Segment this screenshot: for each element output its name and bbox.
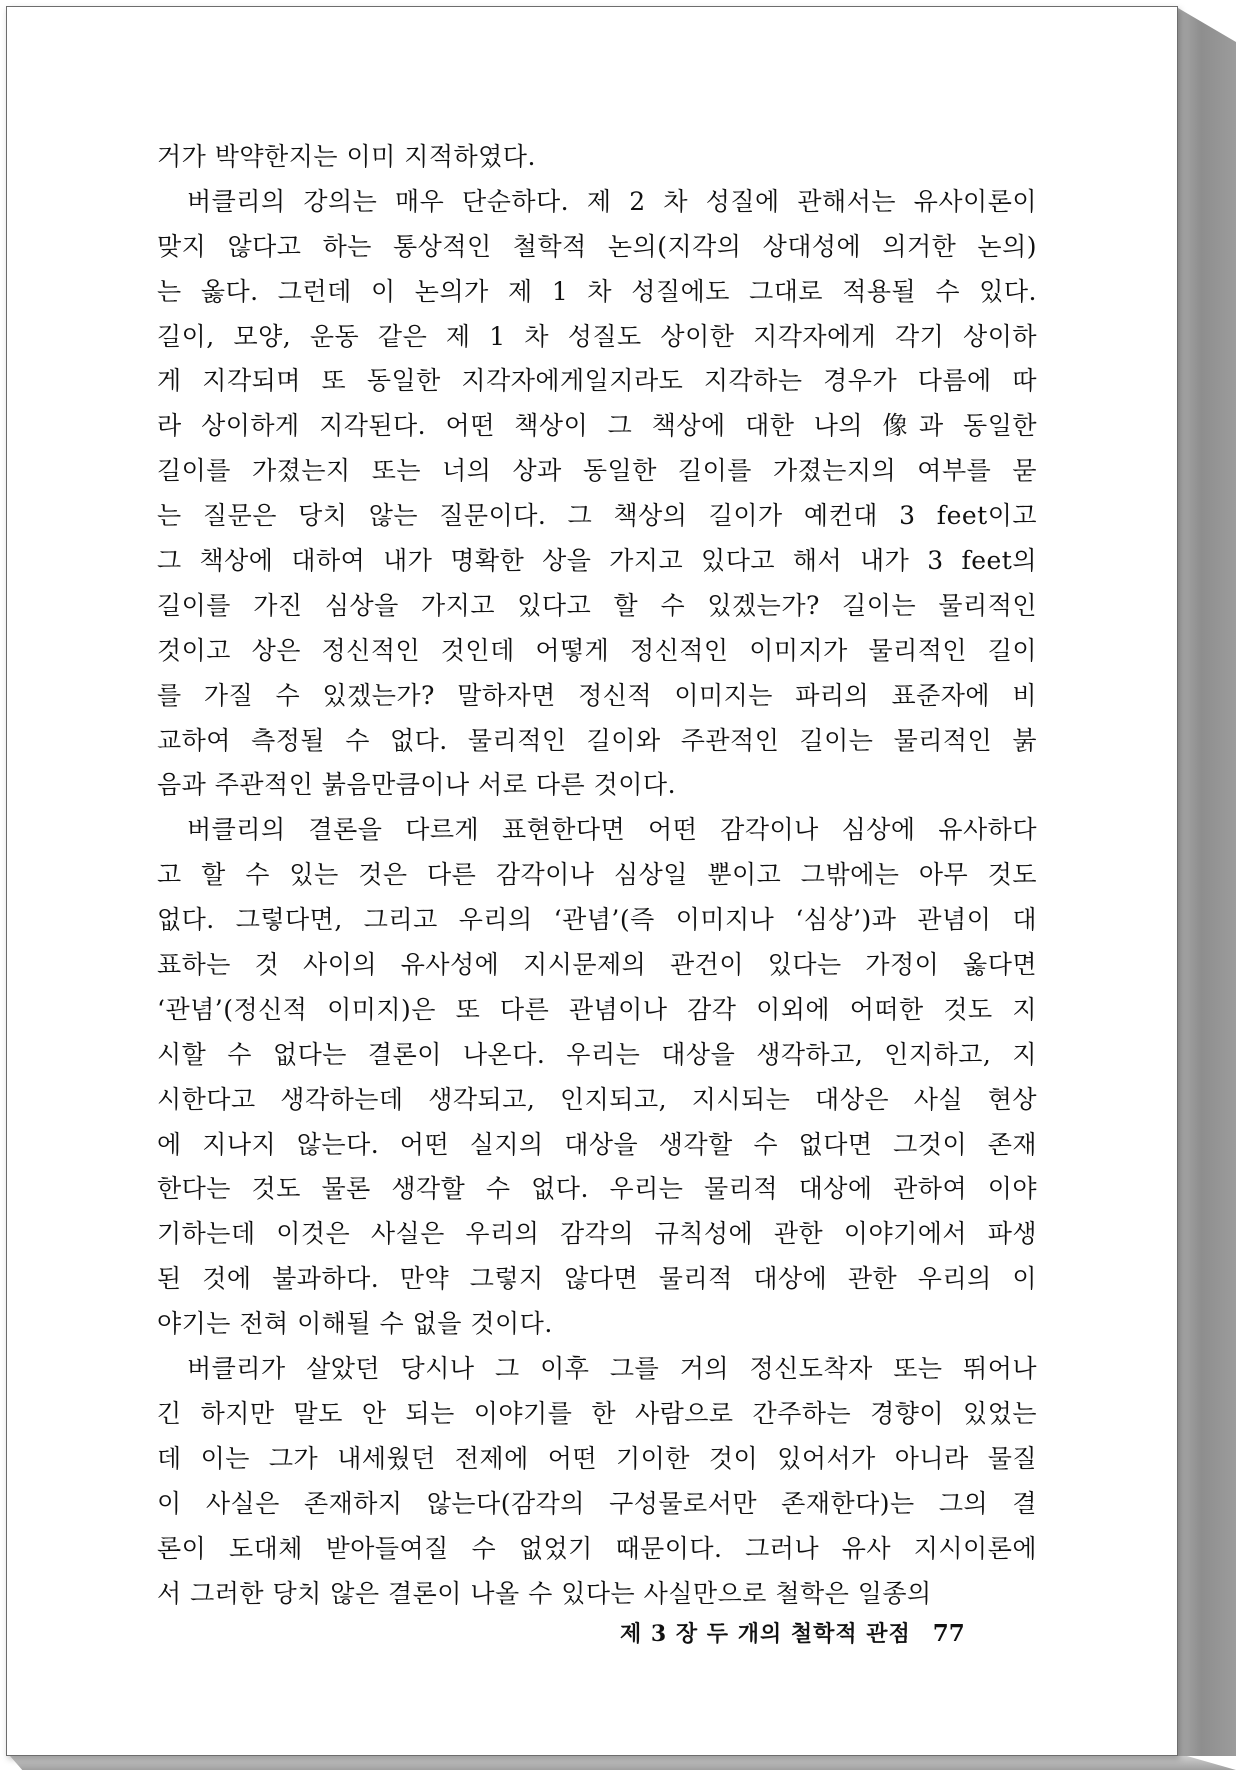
text-line: 이 사실은 존재하지 않는다(감각의 구성물로서만 존재한다)는 그의 결: [157, 1488, 1037, 1518]
paragraph: [157, 135, 1037, 180]
paragraph: [157, 808, 1037, 1347]
paragraph: [157, 1347, 1037, 1616]
text-line: 데 이는 그가 내세웠던 전제에 어떤 기이한 것이 있어서가 아니라 물질: [157, 1443, 1037, 1473]
text-line: 시한다고 생각하는데 생각되고, 인지되고, 지시되는 대상은 사실 현상: [157, 1084, 1037, 1114]
running-footer-chapter: 제 3 장 두 개의 철학적 관점: [620, 1621, 911, 1647]
text-line: 표하는 것 사이의 유사성에 지시문제의 관건이 있다는 가정이 옳다면: [157, 950, 1037, 980]
text-line: 야기는 전혀 이해될 수 없을 것이다.: [157, 1309, 553, 1339]
text-line: 그 책상에 대하여 내가 명확한 상을 가지고 있다고 해서 내가 3 feet의: [157, 546, 1037, 576]
text-line: 버클리의 결론을 다르게 표현한다면 어떤 감각이나 심상에 유사하다: [187, 815, 1037, 845]
text-line: 게 지각되며 또 동일한 지각자에게일지라도 지각하는 경우가 다름에 따: [157, 366, 1037, 396]
text-line: 거가 박약한지는 이미 지적하였다.: [157, 142, 536, 171]
text-line: 긴 하지만 말도 안 되는 이야기를 한 사람으로 간주하는 경향이 있었는: [157, 1398, 1037, 1428]
text-line: 기하는데 이것은 사실은 우리의 감각의 규칙성에 관한 이야기에서 파생: [157, 1219, 1037, 1249]
text-line: 길이를 가진 심상을 가지고 있다고 할 수 있겠는가? 길이는 물리적인: [157, 590, 1037, 620]
text-line: 를 가질 수 있겠는가? 말하자면 정신적 이미지는 파리의 표준자에 비: [157, 680, 1037, 710]
book-page: [6, 6, 1178, 1756]
text-line: 없다. 그렇다면, 그리고 우리의 ‘관념’(즉 이미지나 ‘심상’)과 관념이 대: [157, 905, 1037, 935]
text-line: 길이를 가졌는지 또는 너의 상과 동일한 길이를 가졌는지의 여부를 묻: [157, 456, 1037, 486]
text-line: 버클리가 살았던 당시나 그 이후 그를 거의 정신도착자 또는 뛰어나: [187, 1354, 1037, 1384]
text-line: 된 것에 불과하다. 만약 그렇지 않다면 물리적 대상에 관한 우리의 이: [157, 1264, 1037, 1294]
text-line: 에 지나지 않는다. 어떤 실지의 대상을 생각할 수 없다면 그것이 존재: [157, 1129, 1037, 1159]
page-footer: [620, 1617, 965, 1648]
text-line: 는 질문은 당치 않는 질문이다. 그 책상의 길이가 예컨대 3 feet이고: [157, 501, 1037, 531]
book-bottom-edge: [10, 1756, 1236, 1770]
text-line: 론이 도대체 받아들여질 수 없었기 때문이다. 그러나 유사 지시이론에: [157, 1533, 1037, 1563]
page-body-text: [157, 135, 1037, 1616]
text-line: 시할 수 없다는 결론이 나온다. 우리는 대상을 생각하고, 인지하고, 지: [157, 1039, 1037, 1069]
text-line: ‘관념’(정신적 이미지)은 또 다른 관념이나 감각 이외에 어떠한 것도 지: [157, 994, 1037, 1024]
text-line: 는 옳다. 그런데 이 논의가 제 1 차 성질에도 그대로 적용될 수 있다.: [157, 276, 1037, 306]
book-side-edge: [1178, 8, 1236, 1756]
text-line: 맞지 않다고 하는 통상적인 철학적 논의(지각의 상대성에 의거한 논의): [157, 231, 1037, 261]
text-line: 길이, 모양, 운동 같은 제 1 차 성질도 상이한 지각자에게 각기 상이하: [157, 321, 1037, 351]
text-line: 버클리의 강의는 매우 단순하다. 제 2 차 성질에 관해서는 유사이론이: [187, 186, 1037, 216]
text-line: 서 그러한 당치 않은 결론이 나올 수 있다는 사실만으로 철학은 일종의: [157, 1578, 932, 1608]
paragraph: [157, 180, 1037, 808]
text-line: 고 할 수 있는 것은 다른 감각이나 심상일 뿐이고 그밖에는 아무 것도: [157, 860, 1037, 890]
text-line: 라 상이하게 지각된다. 어떤 책상이 그 책상에 대한 나의 像과 동일한: [157, 411, 1037, 441]
text-line: 음과 주관적인 붉음만큼이나 서로 다른 것이다.: [157, 770, 677, 800]
text-line: 한다는 것도 물론 생각할 수 없다. 우리는 물리적 대상에 관하여 이야: [157, 1174, 1037, 1204]
page-number: 77: [932, 1620, 965, 1647]
text-line: 교하여 측정될 수 없다. 물리적인 길이와 주관적인 길이는 물리적인 붉: [157, 725, 1037, 755]
text-line: 것이고 상은 정신적인 것인데 어떻게 정신적인 이미지가 물리적인 길이: [157, 635, 1037, 665]
